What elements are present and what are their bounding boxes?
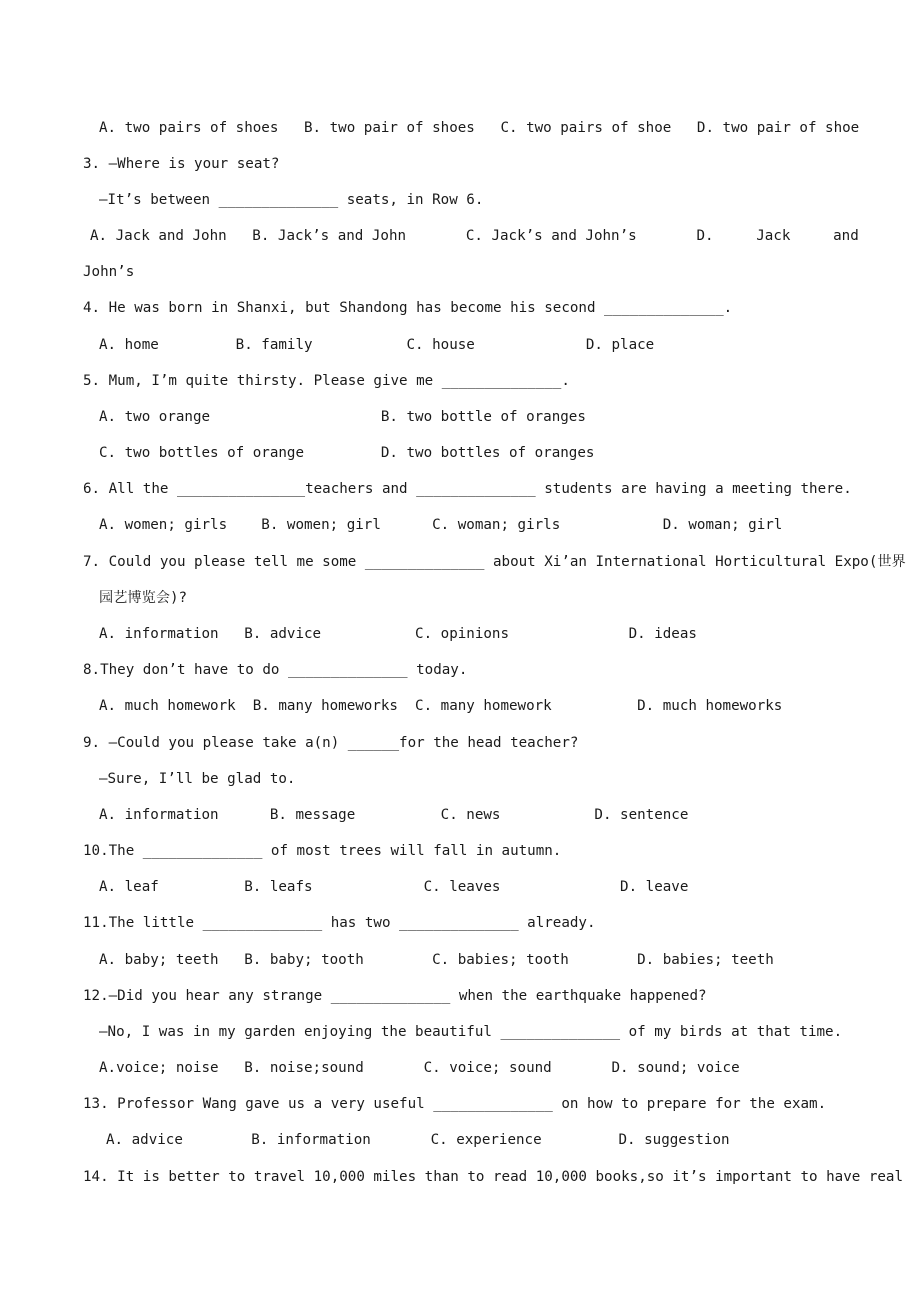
q3-question: 3. —Where is your seat? [83, 156, 280, 172]
q11-question: 11.The little ______________ has two ______________ already. [83, 915, 596, 931]
q6-options: A. women; girls B. women; girl C. woman; girls D. woman; girl [99, 517, 783, 533]
q11-options: A. baby; teeth B. baby; tooth C. babies; tooth D. babies; teeth [99, 952, 774, 968]
q4-options: A. home B. family C. house D. place [99, 337, 655, 353]
q13-question: 13. Professor Wang gave us a very useful ______________ on how to prepare for the exam. [83, 1096, 827, 1112]
q3-answer-line: —It’s between ______________ seats, in Row 6. [99, 192, 484, 208]
q10-question: 10.The ______________ of most trees will fall in autumn. [83, 843, 562, 859]
q14-question: 14. It is better to travel 10,000 miles than to read 10,000 books,so it’s important to have real [83, 1169, 903, 1185]
q5-options-cd: C. two bottles of orange D. two bottles of oranges [99, 445, 595, 461]
q9-reply: —Sure, I’ll be glad to. [99, 771, 296, 787]
q12-question: 12.—Did you hear any strange ______________ when the earthquake happened? [83, 988, 707, 1004]
q5-question: 5. Mum, I’m quite thirsty. Please give me ______________. [83, 373, 570, 389]
q10-options: A. leaf B. leafs C. leaves D. leave [99, 879, 689, 895]
q8-question: 8.They don’t have to do ______________ today. [83, 662, 468, 678]
q12-reply: —No, I was in my garden enjoying the beautiful ______________ of my birds at that time. [99, 1024, 843, 1040]
q12-options: A.voice; noise B. noise;sound C. voice; sound D. sound; voice [99, 1060, 740, 1076]
q9-question: 9. —Could you please take a(n) ______for the head teacher? [83, 735, 579, 751]
q3-options: A. Jack and John B. Jack’s and John C. Jack’s and John’s D. Jack and [90, 228, 859, 244]
q8-options: A. much homework B. many homeworks C. many homework D. much homeworks [99, 698, 783, 714]
q3-options-cont: John’s [83, 264, 135, 280]
q7-question: 7. Could you please tell me some ______________ about Xi’an International Horticultural Expo(世界 [83, 554, 906, 570]
q7-options: A. information B. advice C. opinions D. ideas [99, 626, 697, 642]
q7-question-cont: 园艺博览会)? [99, 590, 188, 606]
q9-options: A. information B. message C. news D. sentence [99, 807, 689, 823]
q5-options-ab: A. two orange B. two bottle of oranges [99, 409, 586, 425]
q6-question: 6. All the _______________teachers and ______________ students are having a meeting there. [83, 481, 852, 497]
q4-question: 4. He was born in Shanxi, but Shandong has become his second ______________. [83, 300, 733, 316]
q13-options: A. advice B. information C. experience D. suggestion [106, 1132, 730, 1148]
q2-options: A. two pairs of shoes B. two pair of shoes C. two pairs of shoe D. two pair of shoe [99, 120, 860, 136]
